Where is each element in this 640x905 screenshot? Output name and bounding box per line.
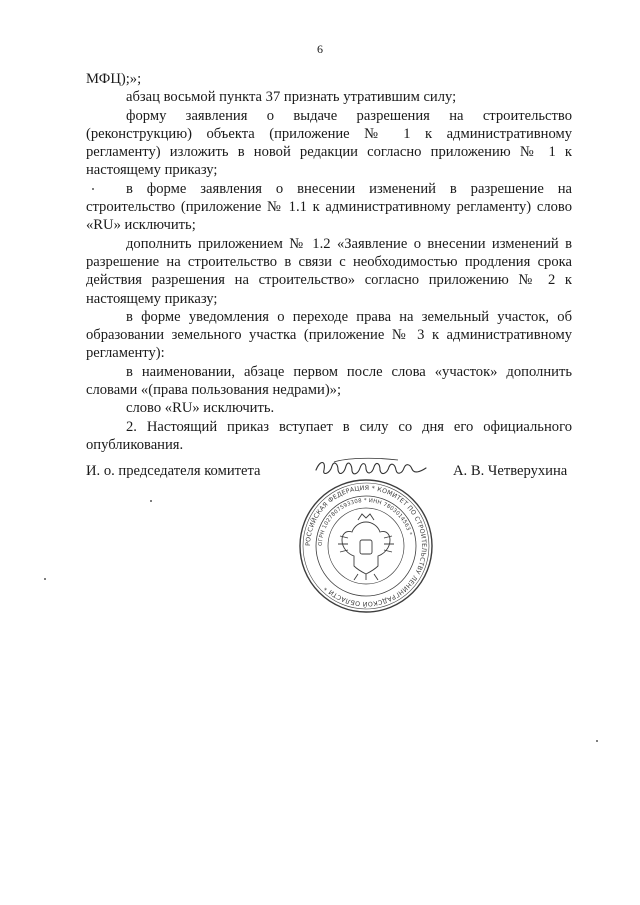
scan-speck bbox=[44, 578, 46, 580]
official-seal bbox=[296, 476, 436, 616]
signer-name: А. В. Четверухина bbox=[453, 463, 568, 479]
paragraph: в наименовании, абзаце первом после слова «участок» дополнить словами «(права пользования недрами)»; bbox=[86, 363, 572, 399]
scan-speck bbox=[596, 740, 598, 742]
coat-of-arms-emblem bbox=[338, 514, 394, 580]
paragraph: форму заявления о выдаче разрешения на строительство (реконструкцию) объекта (приложение № 1 к административному регламенту) изложить в новой редакции согласно приложению № 1 к настоящему приказу; bbox=[86, 107, 572, 179]
page-number: 6 bbox=[317, 42, 323, 56]
seal-outer-text: РОССИЙСКАЯ ФЕДЕРАЦИЯ * КОМИТЕТ ПО СТРОИТЕЛЬСТВУ ЛЕНИНГРАДСКОЙ ОБЛАСТИ * bbox=[304, 484, 428, 608]
paragraph-continuation: МФЦ);»; bbox=[86, 71, 142, 87]
scan-speck bbox=[92, 188, 94, 190]
scan-speck bbox=[150, 500, 152, 502]
seal-inner-text: ОГРН 1027807593308 * ИНН 7803014563 * bbox=[317, 497, 413, 547]
paragraph: слово «RU» исключить. bbox=[126, 400, 275, 417]
document-body bbox=[86, 70, 572, 454]
paragraph: абзац восьмой пункта 37 признать утратившим силу; bbox=[126, 89, 457, 106]
paragraph: 2. Настоящий приказ вступает в силу со дня его официального опубликования. bbox=[86, 418, 572, 453]
paragraph: в форме заявления о внесении изменений в разрешение на строительство (приложение № 1.1 к административному регламенту) слово «RU» исключить; bbox=[86, 180, 572, 234]
signer-position: И. о. председателя комитета bbox=[86, 463, 261, 479]
paragraph: в форме уведомления о переходе права на земельный участок, об образовании земельного участка (приложение № 3 к административному регламенту): bbox=[86, 308, 572, 362]
paragraph: дополнить приложением № 1.2 «Заявление о внесении изменений в разрешение на строительство в связи с необходимостью продления срока действия разрешения на строительство» согласно приложению № 2 к настоящему приказу; bbox=[86, 235, 572, 307]
